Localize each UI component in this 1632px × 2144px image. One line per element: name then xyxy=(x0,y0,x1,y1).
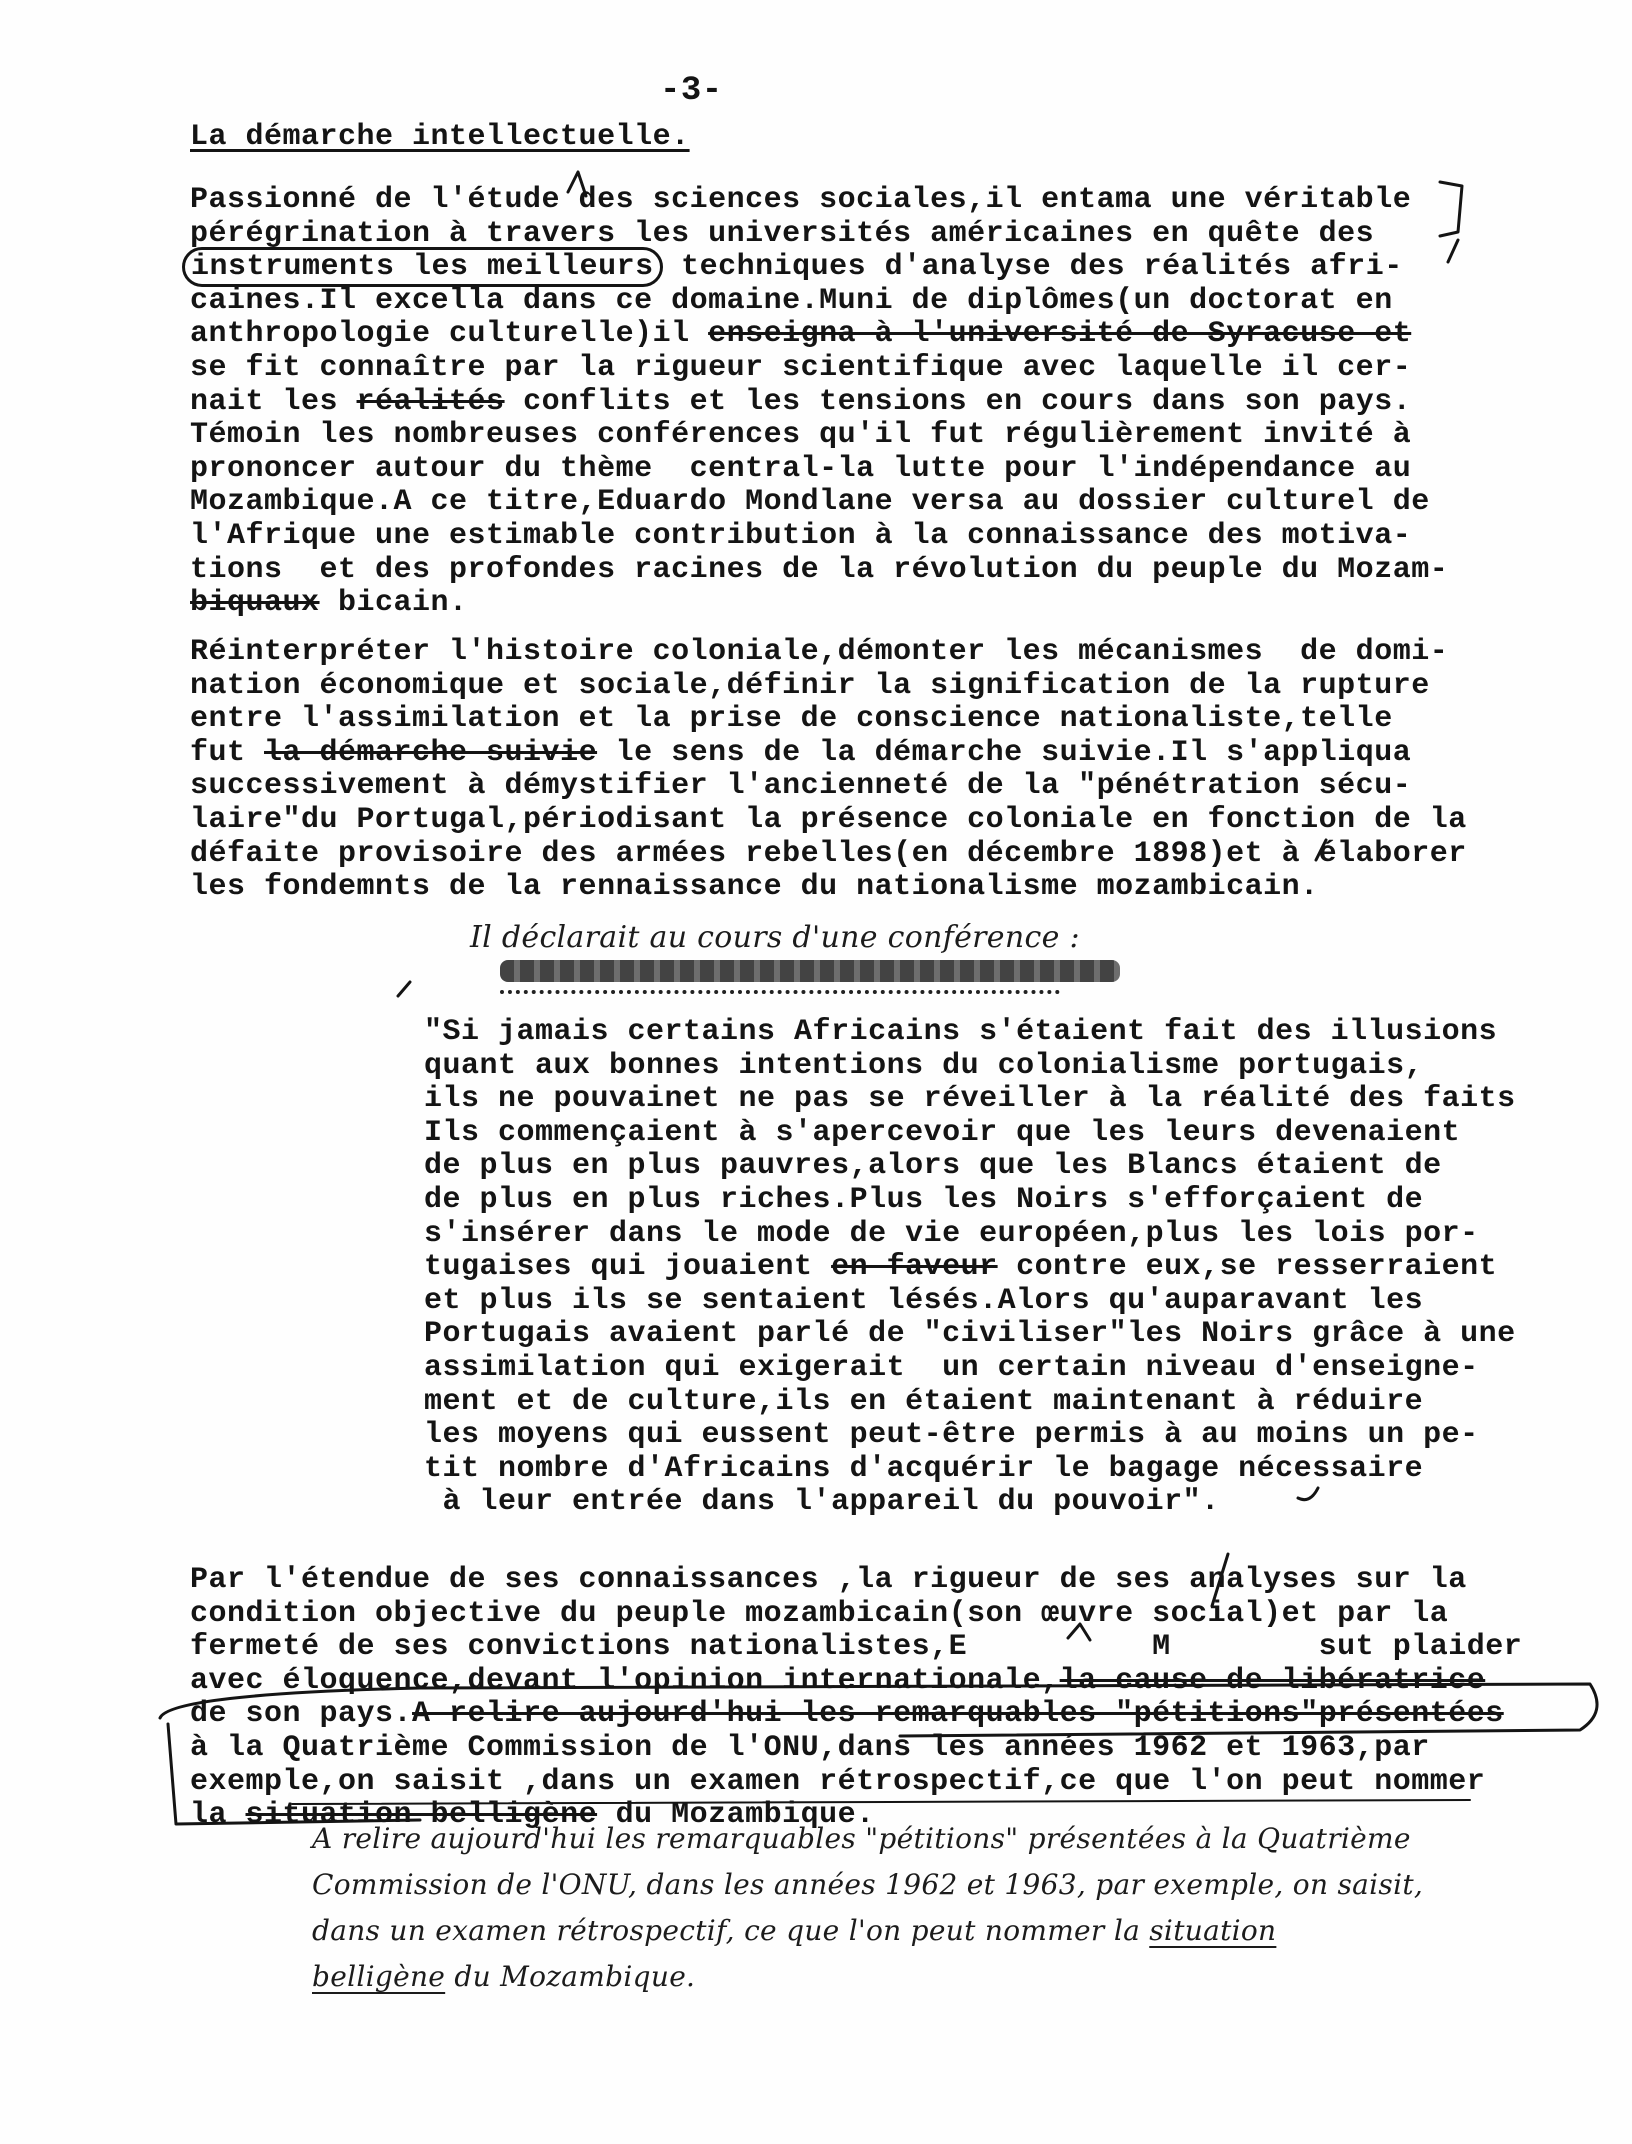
underline-mark xyxy=(292,1800,1470,1804)
text-line: tions et des profondes racines de la révolution du peuple du Mozam- xyxy=(190,552,1449,587)
struck-text: situation belligène xyxy=(245,1798,598,1833)
text-line: s'insérer dans le mode de vie européen,plus les lois por- xyxy=(424,1216,1479,1251)
struck-text: la cause de libératrice xyxy=(1059,1663,1486,1698)
text-line: prononcer autour du thème central-la lutte pour l'indépendance au xyxy=(190,451,1412,486)
text-line: assimilation qui exigerait un certain niveau d'enseigne- xyxy=(424,1350,1479,1385)
text-line: Ils commençaient à s'apercevoir que les leurs devenaient xyxy=(424,1115,1461,1150)
text-line: Passionné de l'étude des sciences sociales,il entama une véritable xyxy=(190,183,1412,217)
struck-text: A relire aujourd'hui les remarquables "pétitions"présentées xyxy=(412,1697,1504,1732)
loop-mark xyxy=(160,1684,1597,1736)
underlined-handwriting: belligène xyxy=(312,1960,446,1993)
text-segment: le sens de la démarche suivie.Il s'appliqua xyxy=(597,735,1412,770)
text-segment: conflits et les tensions en cours dans son pays. xyxy=(504,384,1412,419)
text-segment: techniques d'analyse des réalités afri- xyxy=(662,250,1403,285)
struck-text: réalités xyxy=(356,384,505,419)
text-segment: du Mozambique. xyxy=(597,1798,875,1833)
text-line: défaite provisoire des armées rebelles(en décembre 1898)et à élaborer xyxy=(190,836,1467,871)
text-line: entre l'assimilation et la prise de conscience nationaliste,telle xyxy=(190,702,1393,737)
text-segment: de son pays. xyxy=(190,1697,413,1732)
text-line: laire"du Portugal,périodisant la présence coloniale en fonction de la xyxy=(190,802,1467,837)
text-line: à leur entrée dans l'appareil du pouvoir". xyxy=(424,1485,1220,1520)
text-line: Réinterpréter l'histoire coloniale,démonter les mécanismes de domi- xyxy=(190,635,1449,669)
text-line: les fondemnts de la rennaissance du nationalisme mozambicain. xyxy=(190,870,1319,905)
struck-text: la démarche suivie xyxy=(264,735,598,770)
slash-mark xyxy=(1316,840,1326,860)
caret-mark xyxy=(568,172,586,196)
text-segment: avec éloquence,devant l'opinion internationale, xyxy=(190,1663,1060,1698)
text-line: fermeté de ses convictions nationalistes,E M sut plaider xyxy=(190,1630,1523,1665)
text-line: quant aux bonnes intentions du colonialisme portugais, xyxy=(424,1048,1424,1083)
underlined-handwriting: situation xyxy=(1149,1914,1277,1947)
struck-text: en faveur xyxy=(831,1250,998,1285)
handwritten-line: Commission de l'ONU, dans les années 1962 et 1963, par exemple, on saisit, xyxy=(312,1868,1424,1901)
circled-text: instruments les meilleurs xyxy=(182,247,663,287)
section-heading: La démarche intellectuelle. xyxy=(190,120,690,154)
handwritten-line: A relire aujourd'hui les remarquables "pétitions" présentées à la Quatrième xyxy=(312,1822,1411,1855)
bracket-mark xyxy=(1440,182,1462,236)
bracket-mark-left xyxy=(398,982,410,996)
text-segment: bicain. xyxy=(319,586,468,621)
struck-text: biquaux xyxy=(190,586,320,621)
text-segment: la xyxy=(190,1798,246,1833)
page-number: -3- xyxy=(660,72,723,110)
text-line: à la Quatrième Commission de l'ONU,dans les années 1962 et 1963,par xyxy=(190,1730,1430,1765)
bracket-mark-bottom xyxy=(168,1724,420,1824)
text-line: de plus en plus pauvres,alors que les Blancs étaient de xyxy=(424,1149,1442,1184)
check-mark xyxy=(1298,1488,1318,1500)
text-line: Témoin les nombreuses conférences qu'il fut régulièrement invité à xyxy=(190,418,1412,453)
text-line: les moyens qui eussent peut-être permis à au moins un pe- xyxy=(424,1418,1479,1453)
text-line: condition objective du peuple mozambicain(son œuvre social)et par la xyxy=(190,1596,1449,1631)
text-line: exemple,on saisit ,dans un examen rétrospectif,ce que l'on peut nommer xyxy=(190,1764,1486,1799)
text-segment: contre eux,se resserraient xyxy=(997,1250,1498,1285)
text-line: de plus en plus riches.Plus les Noirs s'efforçaient de xyxy=(424,1182,1424,1217)
insert-caret xyxy=(1068,1624,1090,1640)
text-line: ment et de culture,ils en étaient maintenant à réduire xyxy=(424,1384,1424,1419)
handwritten-intro: Il déclarait au cours d'une conférence : xyxy=(470,920,1080,955)
text-line: tit nombre d'Africains d'acquérir le bagage nécessaire xyxy=(424,1451,1424,1486)
text-segment: fut xyxy=(190,735,265,770)
slash-mark xyxy=(1212,1554,1228,1606)
text-line: caines.Il excella dans ce domaine.Muni de diplômes(un doctorat en xyxy=(190,283,1393,318)
handwritten-segment: du Mozambique. xyxy=(445,1960,696,1993)
text-line: se fit connaître par la rigueur scientifique avec laquelle il cer- xyxy=(190,350,1412,385)
text-line: "Si jamais certains Africains s'étaient fait des illusions xyxy=(424,1015,1498,1049)
text-line: et plus ils se sentaient lésés.Alors qu'auparavant les xyxy=(424,1283,1424,1318)
text-line: Mozambique.A ce titre,Eduardo Mondlane versa au dossier culturel de xyxy=(190,485,1430,520)
struck-text: enseigna à l'université de Syracuse et xyxy=(708,317,1412,352)
text-segment: tugaises qui jouaient xyxy=(424,1250,832,1285)
handwritten-segment: dans un examen rétrospectif, ce que l'on peut nommer la xyxy=(312,1914,1150,1947)
text-line: nation économique et sociale,définir la signification de la rupture xyxy=(190,668,1430,703)
text-line: Portugais avaient parlé de "civiliser"les Noirs grâce à une xyxy=(424,1317,1516,1352)
text-line: Par l'étendue de ses connaissances ,la rigueur de ses analyses sur la xyxy=(190,1563,1467,1597)
text-segment: nait les xyxy=(190,384,357,419)
text-line: pérégrination à travers les universités américaines en quête des xyxy=(190,216,1375,251)
text-line: l'Afrique une estimable contribution à la connaissance des motiva- xyxy=(190,518,1412,553)
text-segment: anthropologie culturelle)il xyxy=(190,317,709,352)
text-line: successivement à démystifier l'ancienneté de la "pénétration sécu- xyxy=(190,769,1412,804)
text-line: ils ne pouvainet ne pas se réveiller à la réalité des faits xyxy=(424,1082,1516,1117)
arrow-mark xyxy=(1448,240,1458,262)
